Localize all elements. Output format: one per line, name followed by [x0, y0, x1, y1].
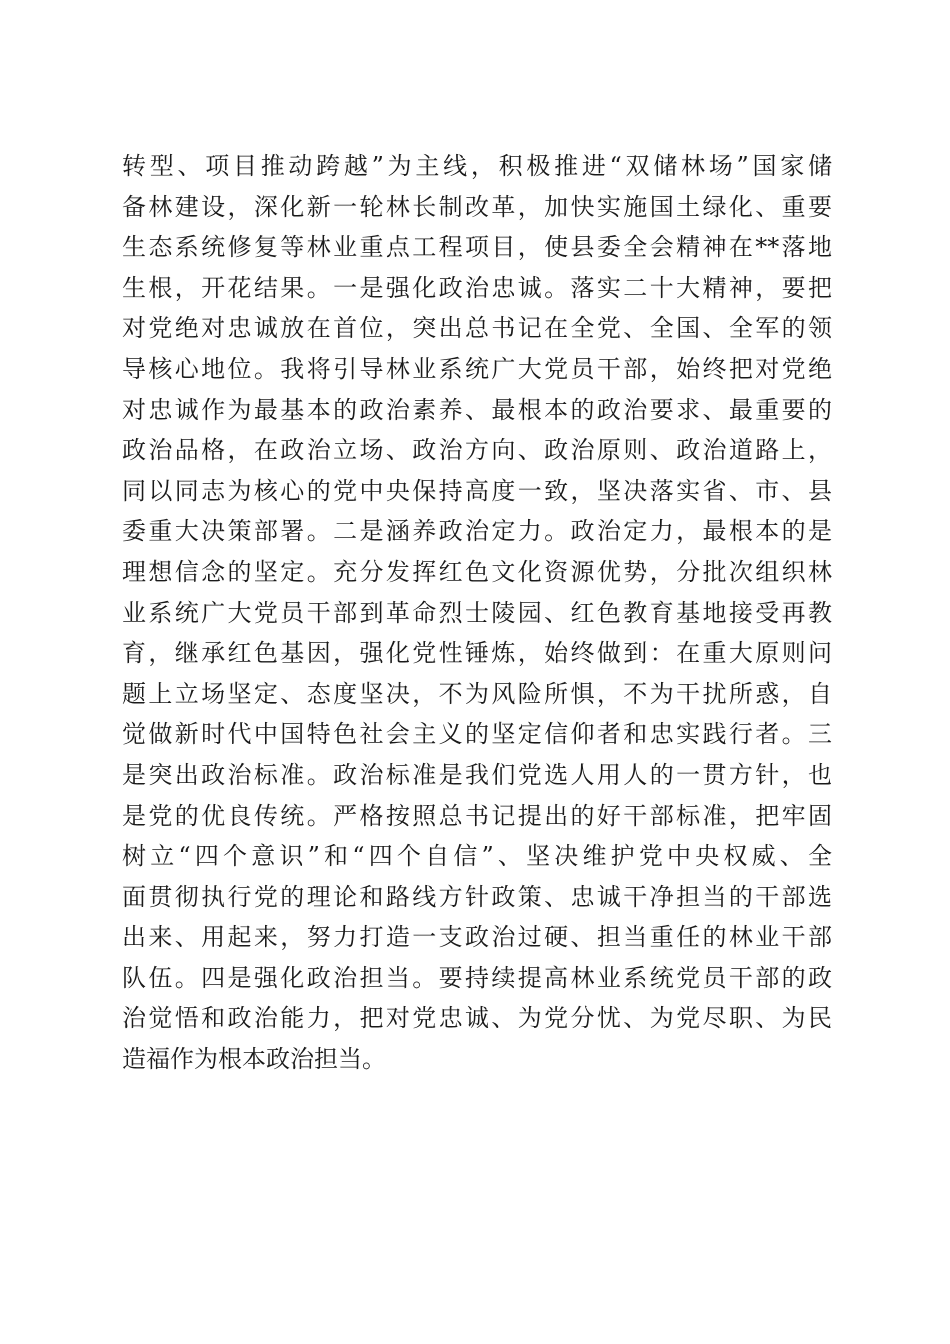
- text-line-3: 生态系统修复等林业重点工程项目，使县委全会精神在**落地: [122, 233, 832, 262]
- text-line-2: 备林建设，深化新一轮林长制改革，加快实施国土绿化、重要: [122, 192, 832, 221]
- text-line-20: 出来、用起来，努力打造一支政治过硬、担当重任的林业干部: [122, 923, 832, 952]
- text-line-11: 理想信念的坚定。充分发挥红色文化资源优势，分批次组织林: [122, 557, 832, 586]
- text-line-8: 政治品格，在政治立场、政治方向、政治原则、政治道路上，: [122, 436, 832, 465]
- text-line-22: 治觉悟和政治能力，把对党忠诚、为党分忧、为党尽职、为民: [122, 1004, 832, 1033]
- text-line-1: 转型、项目推动跨越”为主线，积极推进“双储林场”国家储: [122, 152, 832, 180]
- text-line-18: 树立“四个意识”和“四个自信”、坚决维护党中央权威、全: [122, 842, 832, 871]
- text-line-21: 队伍。四是强化政治担当。要持续提高林业系统党员干部的政: [122, 963, 832, 992]
- text-line-7: 对忠诚作为最基本的政治素养、最根本的政治要求、最重要的: [122, 395, 832, 424]
- text-line-6: 导核心地位。我将引导林业系统广大党员干部，始终把对党绝: [122, 354, 832, 383]
- text-line-17: 是党的优良传统。严格按照总书记提出的好干部标准，把牢固: [122, 801, 832, 830]
- text-line-9: 同以同志为核心的党中央保持高度一致，坚决落实省、市、县: [122, 476, 832, 505]
- text-line-16: 是突出政治标准。政治标准是我们党选人用人的一贯方针，也: [122, 760, 832, 789]
- text-line-23: 造福作为根本政治担当。: [122, 1045, 386, 1074]
- text-line-15: 觉做新时代中国特色社会主义的坚定信仰者和忠实践行者。三: [122, 720, 832, 749]
- text-line-14: 题上立场坚定、态度坚决，不为风险所惧，不为干扰所惑，自: [122, 679, 832, 708]
- text-line-19: 面贯彻执行党的理论和路线方针政策、忠诚干净担当的干部选: [122, 882, 832, 911]
- text-line-10: 委重大决策部署。二是涵养政治定力。政治定力，最根本的是: [122, 517, 832, 546]
- text-line-12: 业系统广大党员干部到革命烈士陵园、红色教育基地接受再教: [122, 598, 832, 627]
- text-line-5: 对党绝对忠诚放在首位，突出总书记在全党、全国、全军的领: [122, 314, 832, 343]
- body-text: [122, 146, 832, 1080]
- text-line-13: 育，继承红色基因，强化党性锤炼，始终做到：在重大原则问: [122, 639, 832, 668]
- text-line-4: 生根，开花结果。一是强化政治忠诚。落实二十大精神，要把: [122, 273, 832, 302]
